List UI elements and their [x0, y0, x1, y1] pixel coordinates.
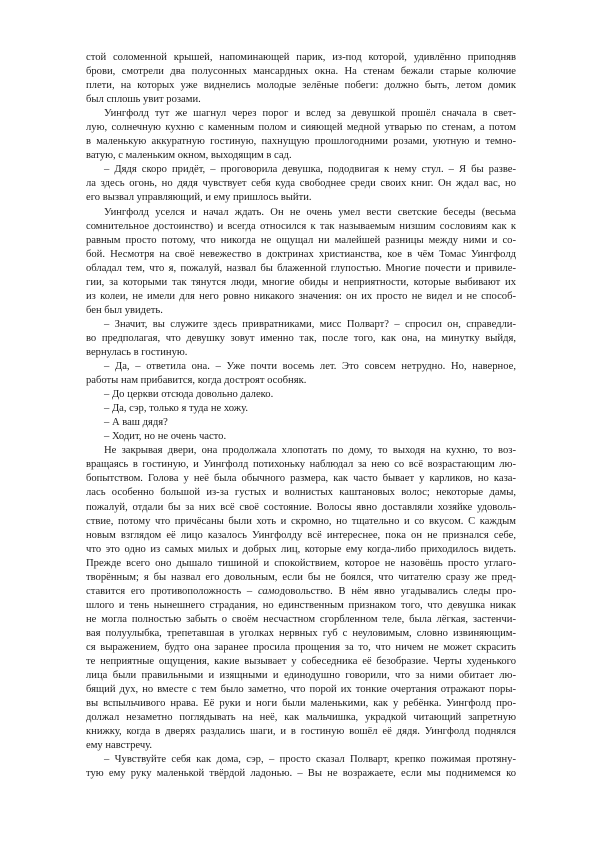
text-line: – А ваш дядя?: [104, 417, 168, 429]
text-line: что это одно из самых милых и добрых лиц, которые ему когда-либо приходилось видеть.: [86, 543, 516, 555]
text-line: ставится его противоположность – самодовольство. В нём явно угадывались следы про-: [86, 585, 516, 597]
text-line: сомнительное достоинство) и всегда относился к так называемым низшим сословиям как к: [86, 220, 516, 232]
text-line: плети, на которых уже виднелись молодые зелёные побеги: должно быть, летом домик: [86, 80, 516, 92]
text-line: гии, за которыми так тянутся люди, многие обиды и неприятности, которые выбивают их: [86, 276, 516, 288]
text-line: вы вспыльчивого нрава. Её руки и ноги были маленькими, как у ребёнка. Уингфолд про-: [86, 698, 516, 710]
text-line: Уингфолд тут же шагнул через порог и вслед за девушкой прошёл сначала в свет-: [104, 108, 516, 120]
text-line: бящий дух, но вместе с тем было заметно, что порой их тонкие очертания отражают поры-: [86, 684, 516, 696]
text-line: бой. Несмотря на своё невежество в доктринах христианства, кое в чём Томас Уингфолд: [86, 248, 516, 260]
text-line: книжку, когда в дверях раздались шаги, и в гостиную вошёл её дядя. Уингфолд поднялся: [86, 726, 516, 738]
text-line: ла здесь огонь, но дядя чувствует себя куда свободнее среди своих книг. Он ждал вас, но: [86, 178, 516, 190]
text-line: – Да, – ответила она. – Уже почти восемь лет. Это совсем нетрудно. Но, наверное,: [104, 361, 516, 373]
text-line: брови, смотрели два полусонных мансардных окна. На стенам бежали старые колючие: [86, 66, 516, 78]
text-line: вая полуулыбка, трепетавшая в уголках нервных губ с неуловимым, словно извиняющим-: [86, 627, 516, 639]
text-line: – Значит, вы служите здесь привратниками, мисс Полварт? – спросил он, справедли-: [104, 318, 516, 330]
text-line: – Дядя скоро придёт, – проговорила девушка, пододвигая к нему стул. – Я бы разве-: [104, 164, 516, 176]
text-line: стой соломенной крышей, напоминающей парик, из-под которой, удивлённо приподняв: [86, 52, 516, 63]
text-line: Не закрывая двери, она продолжала хлопотать по дому, то выходя на кухню, то воз-: [104, 445, 516, 457]
text-line: те неприятные ощущения, какие вызывает у собеседника её безобразие. Черты худенького: [86, 656, 516, 668]
text-line: ся выражением, будто она заранее просила прощения за то, что ничем не может скрасить: [86, 641, 516, 653]
text-line: равным просто потому, что никогда не ощущал ни малейшей разницы между ними и со-: [86, 234, 516, 246]
text-line: лую, солнечную кухню с каменным полом и сияющей медной утварью по стенам, а потом: [86, 122, 516, 134]
text-line: тую ему руку маленькой твёрдой ладонью. – Вы не возражаете, если мы поднимемся ко: [86, 768, 516, 780]
text-line: во предполагая, что девушку зовут именно так, после того, как она, на минутку выйдя,: [86, 332, 516, 344]
text-line: работы нам прибавится, когда достроят особняк.: [86, 375, 307, 387]
text-line: обладал тем, что я, пожалуй, назвал бы блаженной глупостью. Многие почести и привиле-: [86, 262, 516, 274]
emphasis: само: [257, 585, 280, 597]
text-line: бен был увидеть.: [86, 304, 163, 316]
text-line: бопытством. Голова у неё была обычного размера, как часто бывает у карликов, но каза-: [86, 473, 516, 485]
text-line: его вызвал управляющий, и ему пришлось выйти.: [86, 192, 312, 204]
text-line: из колеи, не имели для него ровно никакого значения: он их просто не видел и не способ-: [86, 290, 516, 302]
text-line: ему навстречу.: [86, 740, 153, 752]
text-line: пожалуй, отдали бы за них всё своё состояние. Волосы явно доставляли хозяйке удоволь-: [86, 501, 516, 513]
text-line: ствие, потому что причёсаны были хоть и скромно, но тщательно и со вкусом. С каждым: [86, 515, 516, 527]
text-line: – До церкви отсюда довольно далеко.: [104, 389, 274, 401]
text-line: лась особенно большой из-за густых и волнистых каштановых волос; некоторые дамы,: [86, 487, 516, 499]
text-line: должал незаметно поглядывать на неё, как мальчишка, украдкой читающий запретную: [86, 712, 516, 724]
text-line: лица были правильными и изящными и единодушно говорили, что за ними обитает лю-: [86, 670, 516, 682]
text-line: – Ходит, но не очень часто.: [104, 431, 227, 443]
text-line: вращаясь в гостиную, и Уингфолд потихоньку наблюдал за нею со всё возрастающим лю-: [86, 459, 516, 471]
text-line: был сплошь увит розами.: [86, 94, 201, 106]
body-text: [86, 51, 516, 781]
text-line: Прежде всего оно дышало тишиной и спокойствием, которое не назовёшь просто углаго-: [86, 557, 516, 569]
text-line: ватую, с маленьким окном, выходящим в сад.: [86, 150, 292, 162]
text-line: в маленькую аккуратную гостиную, пахнущую прошлогодними розами, уютную и темно-: [86, 136, 516, 148]
text-line: вернулась в гостиную.: [86, 346, 188, 358]
text-line: не могла полностью забыть о своём несчастном сгорбленном теле, была лёгкая, застенчи-: [86, 613, 516, 625]
text-line: новым взглядом её лицо казалось Уингфолду всё интереснее, пока он не признался себе,: [86, 529, 516, 541]
text-line: – Да, сэр, только я туда не хожу.: [104, 403, 248, 415]
text-line: – Чувствуйте себя как дома, сэр, – просто сказал Полварт, крепко пожимая протяну-: [104, 754, 516, 766]
text-line: Уингфолд уселся и начал ждать. Он не очень умел вести светские беседы (весьма: [104, 206, 516, 218]
text-line: творённым; я бы назвал его довольным, если бы не боялся, что читателю сразу же пред-: [86, 571, 516, 583]
text-line: шлого и тень нынешнего страдания, но единственным признаком того, что девушка никак: [86, 599, 516, 611]
